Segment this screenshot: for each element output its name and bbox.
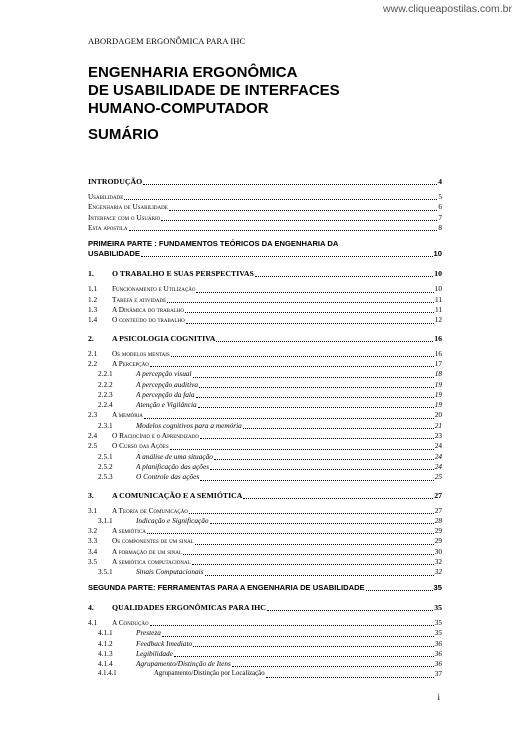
- toc-entry-page: 19: [434, 389, 442, 399]
- toc-entry[interactable]: [88, 506, 442, 516]
- toc-entry[interactable]: [88, 649, 442, 659]
- toc-entry-number: 2.2.1: [98, 369, 113, 379]
- dot-leader: [141, 256, 433, 257]
- toc-entry-label: A PSICOLOGIA COGNITIVA: [112, 333, 216, 343]
- toc-entry[interactable]: [88, 390, 442, 400]
- toc-entry-label: Legibilidade: [136, 648, 173, 658]
- toc-entry-label: O Raciocínio e o Aprendizado: [112, 431, 200, 441]
- toc-entry[interactable]: [88, 421, 442, 431]
- toc-entry-chapter-1[interactable]: [88, 268, 442, 279]
- toc-entry-number: 2.2: [88, 358, 98, 368]
- toc-entry-page: 36: [434, 648, 442, 658]
- toc-entry-label: Feedback Imediato: [136, 638, 193, 648]
- toc-entry-label: A Percepção: [112, 358, 149, 368]
- dot-leader: [169, 210, 438, 211]
- toc-entry-part-one-cont[interactable]: [88, 249, 442, 259]
- dot-leader: [210, 523, 434, 524]
- title-line: DE USABILIDADE DE INTERFACES: [88, 82, 340, 99]
- dot-leader: [171, 356, 434, 357]
- toc-entry-label: A semiótica computacional: [112, 557, 191, 567]
- dot-leader: [161, 220, 437, 221]
- toc-entry[interactable]: [88, 315, 442, 325]
- toc-entry-page: 24: [434, 441, 442, 451]
- dot-leader: [210, 469, 434, 470]
- toc-entry-page: 29: [434, 536, 442, 546]
- toc-entry-number: 2.5: [88, 441, 98, 451]
- toc-entry-page: 37: [434, 669, 442, 679]
- toc-entry-number: 2.5.3: [98, 472, 113, 482]
- toc-chapter-3-list: [88, 506, 442, 578]
- toc-entry-label: A análise de uma situação: [136, 451, 213, 461]
- toc-entry[interactable]: [88, 192, 442, 202]
- toc-entry-part-two[interactable]: [88, 583, 442, 593]
- toc-entry-label: Engenharia de Usabilidade: [88, 202, 168, 212]
- dot-leader: [199, 387, 434, 388]
- toc-entry[interactable]: [88, 536, 442, 546]
- toc-entry-label: Atenção e Vigilância: [136, 400, 197, 410]
- dot-leader: [255, 276, 433, 277]
- toc-entry-label: A COMUNICAÇÃO E A SEMIÓTICA: [112, 490, 243, 500]
- toc-entry-page: 35: [434, 628, 442, 638]
- toc-chapter-4-list: [88, 618, 442, 680]
- toc-entry-page: 35: [433, 582, 442, 592]
- toc-entry-label: INTRODUÇÃO: [88, 177, 143, 186]
- toc-entry-page: 10: [434, 269, 442, 279]
- toc-entry[interactable]: [88, 284, 442, 294]
- toc-entry[interactable]: [88, 295, 442, 305]
- toc-entry[interactable]: [88, 472, 442, 482]
- toc-entry-page: 24: [434, 451, 442, 461]
- toc-entry-label: Sinais Computacionais: [136, 567, 204, 577]
- dot-leader: [366, 590, 433, 591]
- title-line: ENGENHARIA ERGONÔMICA: [88, 64, 298, 81]
- toc-entry-page: 36: [434, 638, 442, 648]
- dot-leader: [143, 184, 437, 185]
- toc-entry-label: A percepção visual: [136, 369, 192, 379]
- toc-entry-label: O Curso das Ações: [112, 441, 169, 451]
- toc-entry-label: A formação de um sinal: [112, 546, 182, 556]
- toc-entry-label: A Teoria de Comunicação: [112, 505, 188, 515]
- part-title-line: PRIMEIRA PARTE : FUNDAMENTOS TEÓRICOS DA ENGENHARIA DA: [88, 239, 339, 249]
- table-of-contents: [88, 176, 442, 680]
- toc-entry-number: 3.: [88, 490, 94, 500]
- toc-entry-number: 1.2: [88, 294, 98, 304]
- dot-leader: [129, 230, 438, 231]
- toc-entry[interactable]: [88, 359, 442, 369]
- dot-leader: [124, 199, 437, 200]
- toc-intro-list: [88, 192, 442, 233]
- dot-leader: [170, 449, 434, 450]
- toc-entry-page: 24: [434, 461, 442, 471]
- dot-leader: [144, 418, 434, 419]
- toc-entry-chapter-4[interactable]: [88, 602, 442, 613]
- dot-leader: [205, 575, 434, 576]
- dot-leader: [243, 428, 434, 429]
- page-number: i: [437, 692, 440, 702]
- toc-entry-number: 2.2.3: [98, 389, 113, 399]
- dot-leader: [214, 459, 434, 460]
- toc-entry-page: 5: [438, 192, 442, 201]
- toc-entry-page: 30: [434, 546, 442, 556]
- toc-entry-label: A percepção auditiva: [136, 379, 199, 389]
- toc-entry-number: 2.2.2: [98, 379, 113, 389]
- toc-entry[interactable]: [88, 305, 442, 315]
- toc-entry-number: 4.1.4.1: [98, 670, 117, 678]
- toc-entry-label: Funcionamento e Utilização: [112, 284, 196, 294]
- toc-entry-page: 8: [438, 222, 442, 232]
- toc-entry-number: 4.1.4: [98, 659, 113, 669]
- toc-entry[interactable]: [88, 618, 442, 628]
- toc-entry-page: 35: [434, 602, 442, 612]
- toc-entry-label: A semiótica: [112, 526, 146, 536]
- toc-entry-number: 3.3: [88, 536, 98, 546]
- toc-entry-page: 16: [434, 348, 442, 358]
- toc-entry-number: 2.5.2: [98, 461, 113, 471]
- toc-entry-label: Usabilidade: [88, 192, 124, 201]
- toc-entry-page: 32: [434, 557, 442, 567]
- toc-entry-number: 2.4: [88, 431, 98, 441]
- toc-entry-page: 4: [438, 177, 442, 186]
- toc-entry-page: 6: [438, 202, 442, 212]
- toc-entry-page: 10: [434, 284, 442, 294]
- toc-entry[interactable]: [88, 628, 442, 638]
- dot-leader: [196, 397, 434, 398]
- toc-entry-page: 19: [434, 379, 442, 389]
- running-header: ABORDAGEM ERGONÔMICA PARA IHC: [88, 36, 246, 46]
- toc-entry-page: 27: [434, 505, 442, 515]
- toc-entry[interactable]: [88, 452, 442, 462]
- dot-leader: [193, 646, 434, 647]
- dot-leader: [185, 312, 434, 313]
- dot-leader: [162, 636, 434, 637]
- dot-leader: [186, 323, 434, 324]
- dot-leader: [174, 656, 434, 657]
- toc-entry-page: 21: [434, 420, 442, 430]
- dot-leader: [147, 533, 434, 534]
- toc-entry-label: Os componentes de um sinal: [112, 536, 194, 546]
- toc-entry-number: 1.1: [88, 284, 98, 294]
- toc-entry-page: 17: [434, 358, 442, 368]
- toc-entry-label: Presteza: [136, 628, 161, 638]
- toc-entry-number: 3.1: [88, 505, 98, 515]
- toc-entry-page: 19: [434, 400, 442, 410]
- toc-entry-number: 1.3: [88, 305, 98, 315]
- toc-entry[interactable]: [88, 516, 442, 526]
- toc-chapter-1-list: [88, 284, 442, 325]
- dot-leader: [200, 480, 434, 481]
- toc-entry-number: 2.3.1: [98, 420, 113, 430]
- toc-entry-number: 1.: [88, 269, 94, 279]
- toc-entry-label: Indicação e Significação: [136, 515, 209, 525]
- toc-entry[interactable]: [88, 349, 442, 359]
- toc-entry[interactable]: [88, 547, 442, 557]
- toc-entry-number: 2.: [88, 333, 94, 343]
- toc-entry-page: 11: [434, 305, 442, 315]
- dot-leader: [232, 666, 434, 667]
- toc-entry-label: Interface com o Usuário: [88, 212, 161, 222]
- toc-entry-label: A percepção da fala: [136, 389, 195, 399]
- document-title: [88, 64, 340, 118]
- toc-entry[interactable]: [88, 659, 442, 669]
- toc-entry-label: O TRABALHO E SUAS PERSPECTIVAS: [112, 269, 254, 279]
- toc-entry[interactable]: [88, 380, 442, 390]
- toc-entry[interactable]: [88, 567, 442, 577]
- toc-entry-number: 2.2.4: [98, 400, 113, 410]
- toc-entry[interactable]: [88, 223, 442, 233]
- toc-entry[interactable]: [88, 202, 442, 212]
- dot-leader: [192, 564, 434, 565]
- toc-entry-number: 4.1.1: [98, 628, 113, 638]
- toc-entry-number: 4.: [88, 602, 94, 612]
- toc-entry-label: SEGUNDA PARTE: FERRAMENTAS PARA A ENGENHARIA DE USABILIDADE: [88, 582, 365, 592]
- dot-leader: [267, 610, 433, 611]
- toc-entry-page: 16: [434, 333, 442, 343]
- toc-entry-page: 18: [434, 369, 442, 379]
- dot-leader: [189, 513, 434, 514]
- dot-leader: [196, 292, 433, 293]
- toc-entry-page: 28: [434, 515, 442, 525]
- toc-entry-introducao[interactable]: [88, 176, 442, 187]
- toc-entry-label: Modelos cognitivos para a memória: [136, 420, 242, 430]
- toc-entry-page: 11: [434, 294, 442, 304]
- toc-entry-page: 20: [434, 410, 442, 420]
- toc-entry-page: 32: [434, 567, 442, 577]
- dot-leader: [243, 498, 433, 499]
- dot-leader: [216, 341, 433, 342]
- dot-leader: [150, 625, 434, 626]
- toc-entry-label: QUALIDADES ERGONÔMICAS PARA IHC: [112, 602, 266, 612]
- dot-leader: [193, 377, 434, 378]
- toc-entry-label: A Dinâmica do trabalho: [112, 305, 184, 315]
- toc-entry-label: Esta apostila: [88, 222, 128, 232]
- toc-entry-page: 10: [433, 249, 442, 259]
- toc-entry-page: 35: [434, 617, 442, 627]
- toc-entry[interactable]: [88, 669, 442, 679]
- toc-entry[interactable]: [88, 526, 442, 536]
- toc-entry-number: 4.1.3: [98, 648, 113, 658]
- watermark-url: www.cliqueapostilas.com.br: [383, 3, 512, 15]
- toc-entry-number: 3.5.1: [98, 567, 113, 577]
- toc-entry-page: 36: [434, 659, 442, 669]
- toc-entry[interactable]: [88, 213, 442, 223]
- toc-entry[interactable]: [88, 369, 442, 379]
- toc-entry-number: 3.4: [88, 546, 98, 556]
- toc-entry-number: 1.4: [88, 315, 98, 325]
- toc-entry-chapter-2[interactable]: [88, 333, 442, 344]
- toc-entry[interactable]: [88, 410, 442, 420]
- toc-entry[interactable]: [88, 400, 442, 410]
- toc-entry-number: 4.1.2: [98, 638, 113, 648]
- title-line: HUMANO-COMPUTADOR: [88, 100, 269, 117]
- toc-entry-label: USABILIDADE: [88, 249, 140, 259]
- dot-leader: [198, 407, 434, 408]
- dot-leader: [266, 677, 434, 678]
- toc-entry[interactable]: [88, 462, 442, 472]
- toc-entry-number: 3.1.1: [98, 515, 113, 525]
- toc-entry-part-one[interactable]: [88, 238, 442, 249]
- toc-entry-number: 2.5.1: [98, 451, 113, 461]
- toc-entry-label: Agrupamento/Distinção de Itens: [136, 659, 231, 669]
- toc-entry-number: 2.1: [88, 348, 98, 358]
- toc-chapter-2-list: [88, 349, 442, 483]
- dot-leader: [167, 302, 434, 303]
- toc-entry-label: O Controle das ações: [136, 472, 200, 482]
- toc-entry[interactable]: [88, 431, 442, 441]
- toc-entry-label: O conteúdo do trabalho: [112, 315, 185, 325]
- toc-entry-label: A planificação das ações: [136, 461, 210, 471]
- toc-entry-page: 27: [434, 490, 442, 500]
- toc-entry-number: 3.5: [88, 557, 98, 567]
- dot-leader: [200, 438, 434, 439]
- toc-entry-page: 25: [434, 472, 442, 482]
- toc-entry-label: Tarefa e atividade: [112, 294, 167, 304]
- toc-entry-label: Os modelos mentais: [112, 348, 170, 358]
- toc-entry-page: 23: [434, 431, 442, 441]
- dot-leader: [195, 544, 434, 545]
- toc-entry-number: 4.1: [88, 617, 98, 627]
- dot-leader: [150, 366, 434, 367]
- toc-entry[interactable]: [88, 557, 442, 567]
- toc-entry[interactable]: [88, 639, 442, 649]
- toc-entry-number: 2.3: [88, 410, 98, 420]
- toc-entry-label: Agrupamento/Distinção por Localização: [154, 670, 265, 678]
- toc-heading: SUMÁRIO: [88, 126, 159, 143]
- toc-entry-page: 29: [434, 526, 442, 536]
- toc-entry-page: 12: [434, 315, 442, 325]
- toc-entry-label: A Condução: [112, 617, 149, 627]
- toc-entry-label: A memória: [112, 410, 143, 420]
- dot-leader: [183, 554, 434, 555]
- toc-entry[interactable]: [88, 441, 442, 451]
- toc-entry-chapter-3[interactable]: [88, 490, 442, 501]
- toc-entry-number: 3.2: [88, 526, 98, 536]
- toc-entry-page: 7: [438, 212, 442, 222]
